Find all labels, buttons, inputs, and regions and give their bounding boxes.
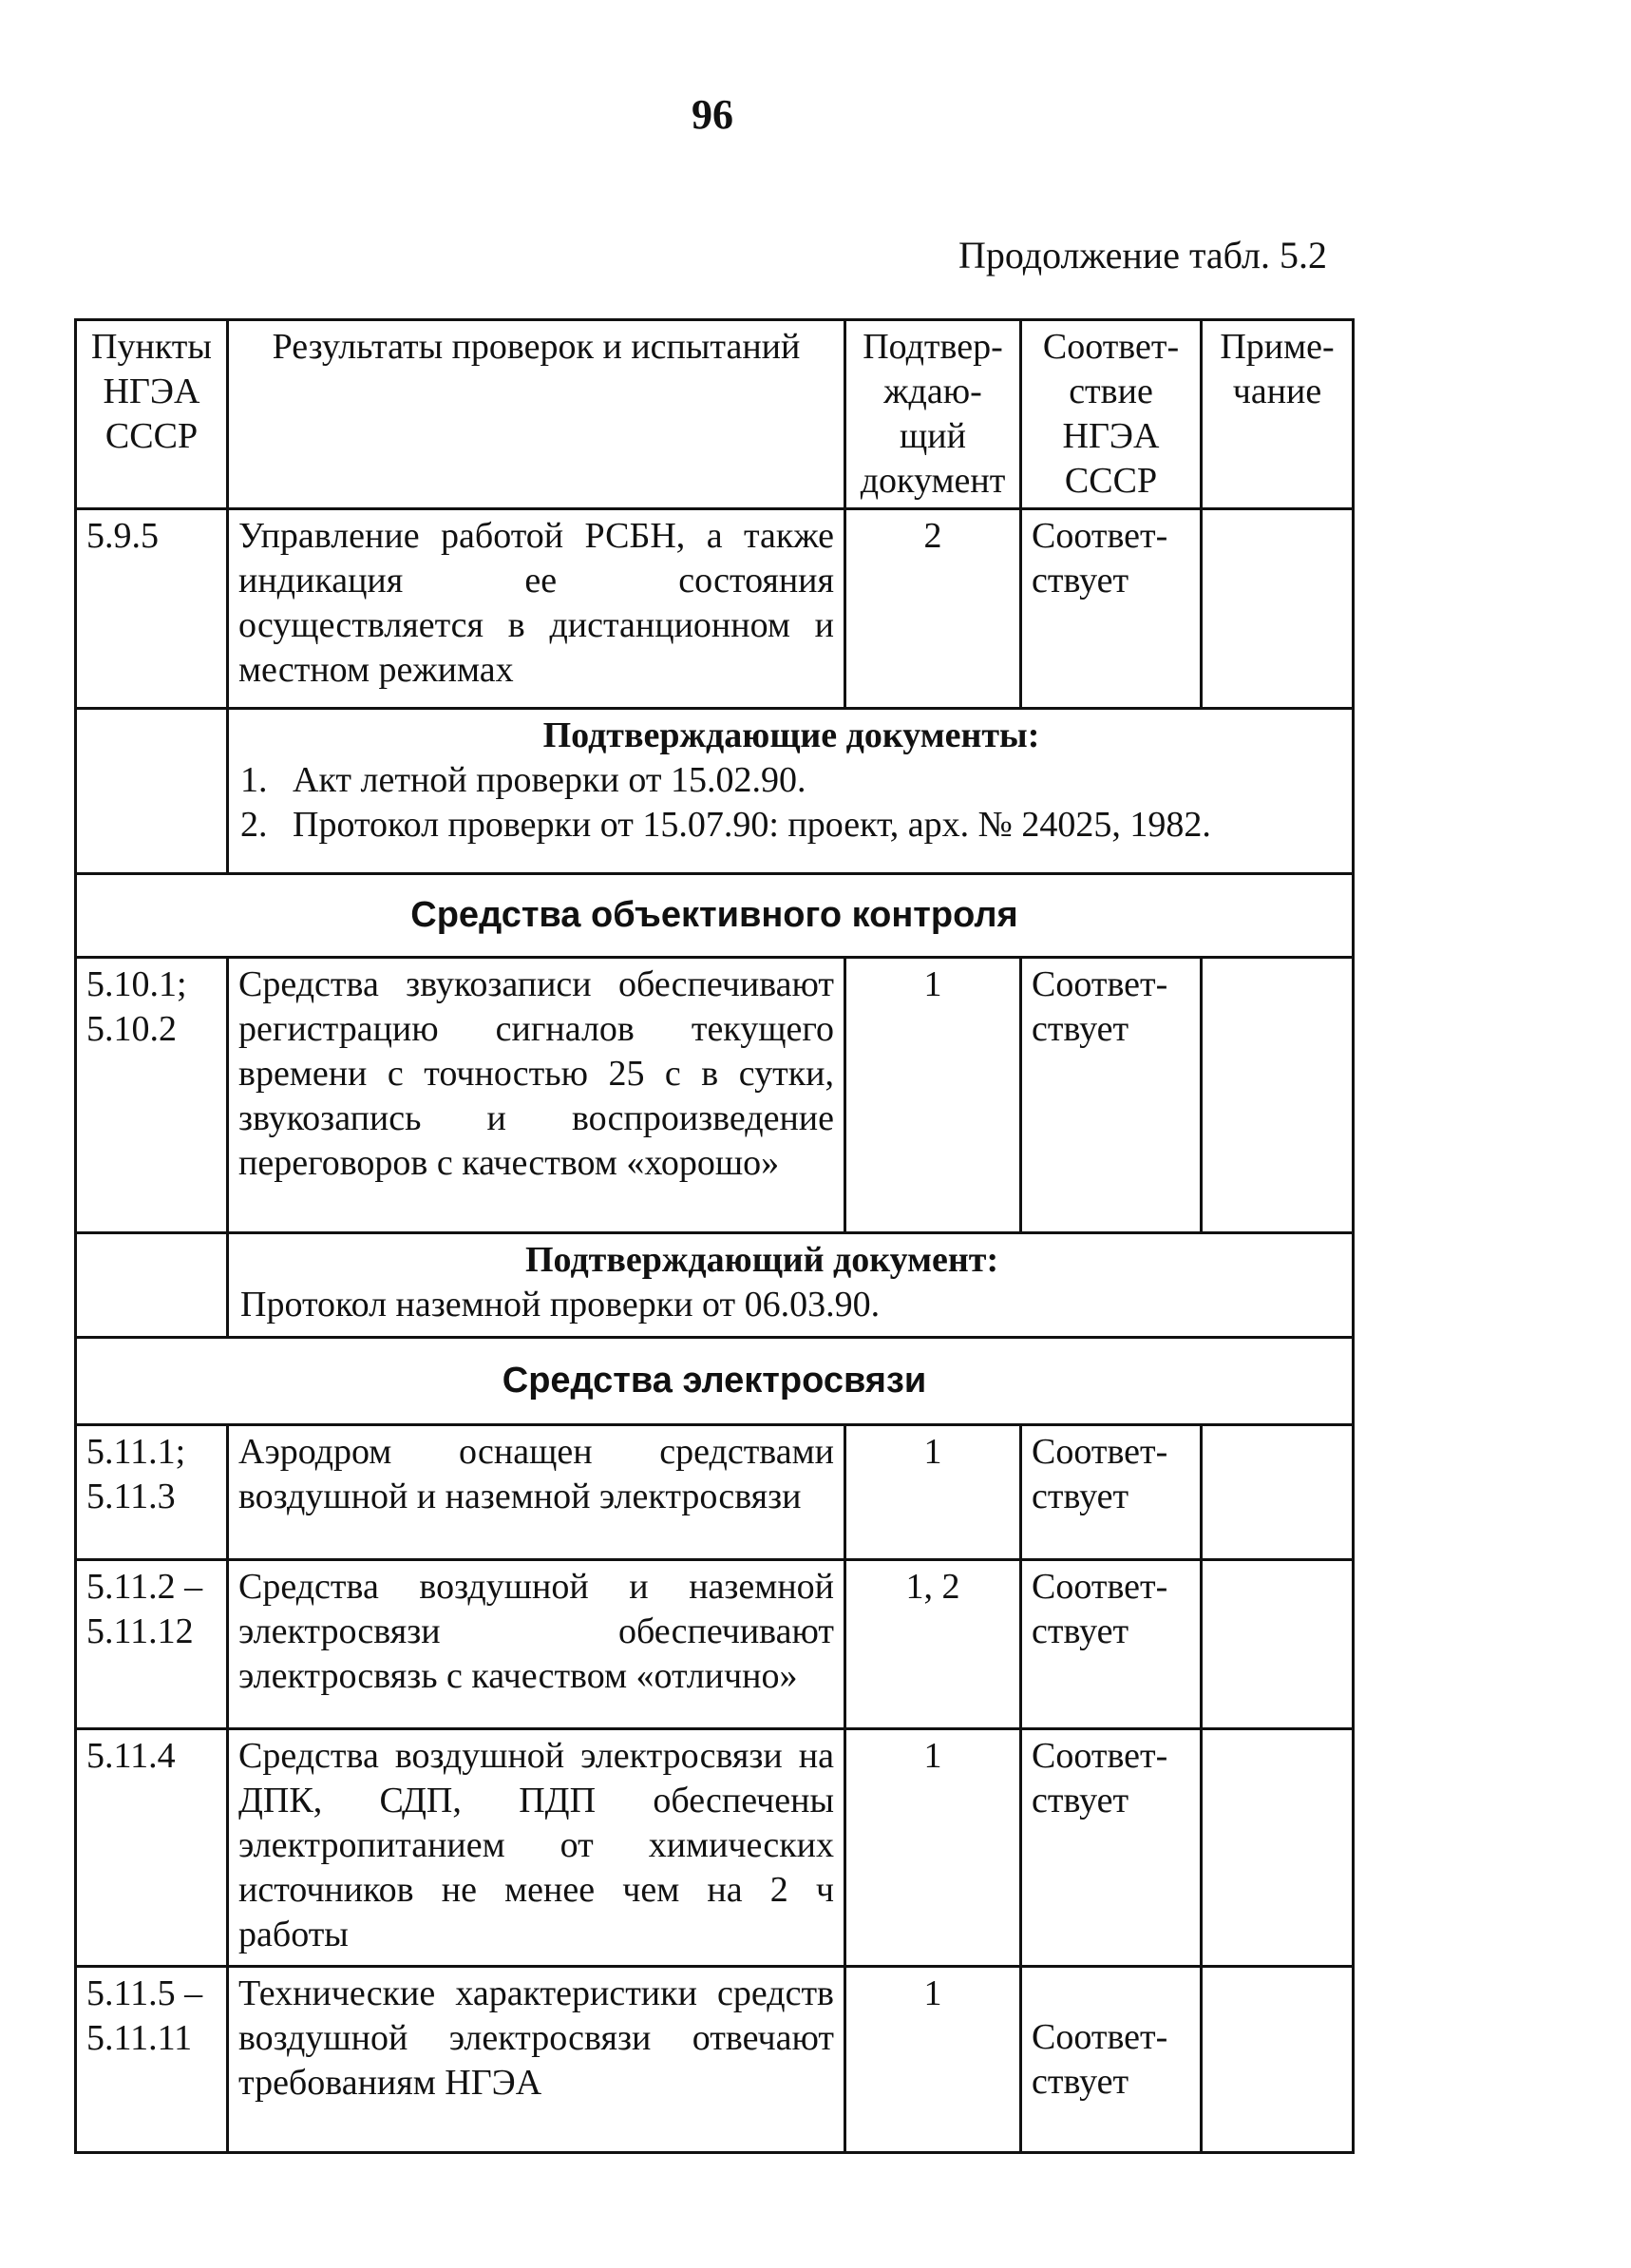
point-line: 5.11.5 –: [86, 1973, 203, 2013]
row-conformity: [1021, 509, 1202, 709]
conformity-line: ствует: [1032, 1009, 1129, 1049]
row-result: Средства воздушной электросвязи на ДПК, СДП, ПДП обеспечены электропитанием от химических источников не менее чем на 2 ч работы: [228, 1729, 845, 1967]
section-row: [76, 1338, 1354, 1425]
header-results: Результаты проверок и испытаний: [228, 320, 845, 509]
header-points-line: НГЭА: [103, 372, 200, 411]
table-row: [76, 1560, 1354, 1729]
point-line: 5.11.2 –: [86, 1567, 203, 1607]
conformity-line: Соответ-: [1032, 2017, 1168, 2057]
point-line: 5.11.11: [86, 2018, 193, 2058]
row-note: [1202, 1425, 1354, 1560]
row-conformity: [1021, 1967, 1202, 2153]
confirming-document-item: Протокол наземной проверки от 06.03.90.: [240, 1285, 881, 1325]
header-conformity-line: Соответ-: [1042, 327, 1180, 367]
table-header-row: [76, 320, 1354, 509]
row-point: [76, 1425, 228, 1560]
row-result: Средства звукозаписи обеспечивают регистрацию сигналов текущего времени с точностью 25 с в сутки, звукозапись и воспроизведение переговоров с качеством «хорошо»: [228, 958, 845, 1233]
row-conformity: [1021, 958, 1202, 1233]
point-line: 5.10.2: [86, 1009, 177, 1049]
page-number: 96: [692, 91, 733, 138]
row-note: [1202, 509, 1354, 709]
header-conformity-line: НГЭА: [1062, 416, 1160, 456]
header-note-line: Приме-: [1220, 327, 1335, 367]
conformity-line: ствует: [1032, 1781, 1129, 1820]
conformity-line: ствует: [1032, 2062, 1129, 2102]
header-doc-line: щий: [900, 416, 966, 456]
header-points: [76, 320, 228, 509]
row-confirming-document: 2: [845, 509, 1021, 709]
header-conformity: [1021, 320, 1202, 509]
conformity-line: Соответ-: [1032, 1432, 1168, 1472]
table-continuation-label: Продолжение табл. 5.2: [958, 234, 1327, 276]
point-line: 5.11.12: [86, 1611, 194, 1651]
row-point-empty: [76, 1233, 228, 1338]
conformity-line: ствует: [1032, 561, 1129, 600]
confirming-document-item: [240, 758, 1342, 803]
conformity-line: Соответ-: [1032, 1567, 1168, 1607]
conformity-line: Соответ-: [1032, 1736, 1168, 1776]
confirming-documents-row: [76, 1233, 1354, 1338]
conformity-line: ствует: [1032, 1477, 1129, 1516]
header-conformity-line: СССР: [1064, 461, 1158, 501]
confirming-documents-heading: Подтверждающие документы:: [542, 715, 1040, 755]
header-doc-line: ждаю-: [883, 372, 982, 411]
header-confirming-document: [845, 320, 1021, 509]
row-result: Средства воздушной и наземной электросвязи обеспечивают электросвязь с качеством «отлично»: [228, 1560, 845, 1729]
section-title-telecommunications: Средства электросвязи: [76, 1338, 1354, 1425]
row-note: [1202, 1560, 1354, 1729]
row-result: Аэродром оснащен средствами воздушной и наземной электросвязи: [228, 1425, 845, 1560]
section-row: [76, 874, 1354, 958]
header-points-line: Пункты: [91, 327, 212, 367]
table-row: [76, 1729, 1354, 1967]
item-text: Протокол проверки от 15.07.90: проект, арх. № 24025, 1982.: [293, 805, 1211, 845]
section-title-objective-control: Средства объективного контроля: [76, 874, 1354, 958]
row-point: [76, 1560, 228, 1729]
row-result: Управление работой РСБН, а также индикация ее состояния осуществляется в дистанционном и местном режимах: [228, 509, 845, 709]
header-points-line: СССР: [104, 416, 199, 456]
row-note: [1202, 1967, 1354, 2153]
row-confirming-document: 1, 2: [845, 1560, 1021, 1729]
point-line: 5.11.3: [86, 1477, 176, 1516]
confirming-document-item: [240, 803, 1342, 848]
row-point: [76, 958, 228, 1233]
row-confirming-document: 1: [845, 1967, 1021, 2153]
confirming-documents-row: [76, 709, 1354, 874]
table-row: [76, 509, 1354, 709]
row-point: [76, 1967, 228, 2153]
conformity-line: Соответ-: [1032, 516, 1168, 556]
results-table: [74, 318, 1355, 2154]
header-note-line: чание: [1232, 372, 1322, 411]
table-row: [76, 1425, 1354, 1560]
row-point-empty: [76, 709, 228, 874]
table-row: [76, 958, 1354, 1233]
row-result: Технические характеристики средств воздушной электросвязи отвечают требованиям НГЭА: [228, 1967, 845, 2153]
conformity-line: Соответ-: [1032, 964, 1168, 1004]
row-point: [76, 1729, 228, 1967]
item-number: 1.: [240, 760, 268, 800]
table-row: [76, 1967, 1354, 2153]
point-line: 5.11.1;: [86, 1432, 186, 1472]
row-confirming-document: 1: [845, 958, 1021, 1233]
row-confirming-document: 1: [845, 1425, 1021, 1560]
row-conformity: [1021, 1729, 1202, 1967]
row-confirming-document: 1: [845, 1729, 1021, 1967]
row-note: [1202, 1729, 1354, 1967]
header-conformity-line: ствие: [1069, 372, 1153, 411]
item-text: Акт летной проверки от 15.02.90.: [293, 760, 806, 800]
item-number: 2.: [240, 805, 268, 845]
header-note: [1202, 320, 1354, 509]
row-conformity: [1021, 1425, 1202, 1560]
confirming-documents-heading: Подтверждающий документ:: [525, 1240, 999, 1280]
confirming-documents: [228, 1233, 1354, 1338]
row-note: [1202, 958, 1354, 1233]
row-conformity: [1021, 1560, 1202, 1729]
point-line: 5.11.4: [86, 1736, 176, 1776]
point-line: 5.10.1;: [86, 964, 187, 1004]
confirming-documents: [228, 709, 1354, 874]
row-point: 5.9.5: [76, 509, 228, 709]
header-doc-line: документ: [860, 461, 1006, 501]
header-doc-line: Подтвер-: [863, 327, 1003, 367]
conformity-line: ствует: [1032, 1611, 1129, 1651]
